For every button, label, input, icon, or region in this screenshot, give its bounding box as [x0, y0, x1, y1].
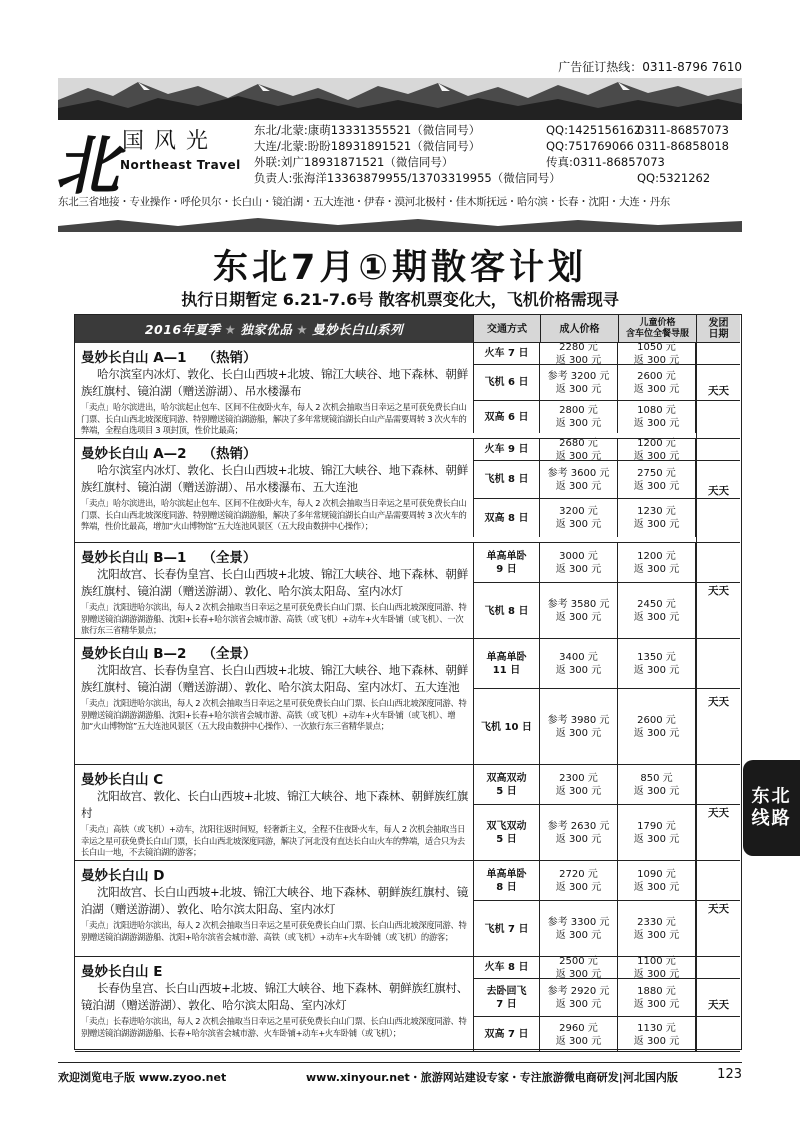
child-price-value: 1200 元	[637, 437, 676, 449]
product-tag: （热销）	[202, 446, 257, 462]
contact-row	[254, 122, 744, 138]
child-rebate: 返 300 元	[633, 383, 680, 395]
product-pricing	[473, 439, 740, 542]
departure-date: 天天	[696, 861, 740, 956]
adult-price	[540, 689, 618, 765]
product-tag: （全景）	[202, 550, 257, 566]
child-price-value: 1790 元	[637, 821, 676, 832]
contact-list	[254, 122, 744, 186]
child-price	[618, 365, 696, 400]
child-price	[618, 439, 696, 460]
transport-type: 火车 7 日	[473, 343, 540, 364]
adult-price-value: 3200 元	[559, 506, 598, 517]
transport-type: 单高单卧 9 日	[473, 543, 540, 582]
adult-price-reference: 参考 2920 元	[547, 985, 610, 997]
adult-price	[540, 543, 618, 582]
banner-divider-image	[58, 216, 742, 232]
child-price-value: 850 元	[640, 772, 673, 784]
product-route: 沈阳故宫、长白山西坡+北坡、锦江大峡谷、地下森林、朝鲜族红旗村、镜泊湖（赠送游湖）、敦化、哈尔滨太阳岛、室内冰灯	[81, 885, 469, 916]
transport-type: 单高单卧 11 日	[473, 639, 540, 688]
product-pricing	[473, 639, 740, 764]
transport-type: 去卧回飞 7 日	[473, 979, 540, 1016]
product-info	[75, 543, 473, 638]
contact-row	[254, 154, 744, 170]
adult-price-value: 2500 元	[559, 955, 598, 967]
child-price	[618, 343, 696, 364]
product-pricing	[473, 543, 740, 638]
section-tab-line1: 东北	[751, 786, 792, 807]
adult-price-value: 2800 元	[559, 405, 598, 416]
product-info	[75, 765, 473, 860]
adult-price-reference: 参考 3600 元	[547, 467, 610, 479]
child-rebate: 返 300 元	[633, 930, 680, 941]
product-selling-point: 「卖点」长春进哈尔滨出，每人 2 次机会抽取当日幸运之星可获免费长白山门票、长白山西北坡深度同游、特别赠送镜泊湖游湖游船、长春+哈尔滨省会城市游、火车卧铺+动车+火车卧铺（或飞机）；	[81, 1016, 467, 1038]
adult-rebate: 返 300 元	[555, 998, 602, 1010]
child-price-value: 1090 元	[637, 868, 676, 880]
adult-rebate: 返 300 元	[555, 930, 602, 941]
adult-price-reference: 参考 2630 元	[547, 821, 610, 832]
child-price-value: 1350 元	[637, 651, 676, 663]
departure-date: 天天	[696, 639, 740, 764]
departure-date: 天天	[696, 343, 740, 438]
child-rebate: 返 300 元	[633, 664, 680, 676]
mountain-banner-image	[58, 78, 742, 120]
transport-type: 单高单卧 8 日	[473, 861, 540, 900]
child-price	[618, 901, 696, 957]
adult-rebate: 返 300 元	[555, 968, 602, 980]
child-price	[618, 461, 696, 498]
product-name: 曼妙长白山 B—2	[81, 646, 187, 662]
child-price-value: 2450 元	[637, 599, 676, 610]
child-rebate: 返 300 元	[633, 1035, 680, 1047]
child-rebate: 返 300 元	[633, 563, 680, 575]
adult-price-value: 2680 元	[559, 437, 598, 449]
child-price-value: 2750 元	[637, 467, 676, 479]
product-title	[81, 642, 469, 662]
adult-price	[540, 639, 618, 688]
child-rebate: 返 300 元	[633, 728, 680, 739]
child-rebate: 返 300 元	[633, 968, 680, 980]
product-selling-point: 「卖点」哈尔滨进出，哈尔滨起止包车、区间不住夜卧火车，每人 2 次机会抽取当日幸运之星可获免费长白山门票、长白山西北坡深度同游、特别赠送镜泊湖游船，解决了多年常规镜泊湖长白山产品需要周转 3 次火车的弊端，全程自选项目 3 项封顶，性价比最高；	[81, 402, 467, 435]
brand-name-cn: 国风光	[122, 129, 219, 154]
product-info	[75, 639, 473, 764]
logo-character: 北	[52, 129, 133, 204]
contact-qq: QQ:1425156162	[546, 123, 642, 137]
adult-price	[540, 1017, 618, 1052]
adult-rebate: 返 300 元	[555, 519, 602, 530]
star-icon: ★	[224, 321, 237, 337]
adult-price	[540, 461, 618, 498]
product-route: 长春伪皇宫、长白山西坡+北坡、锦江大峡谷、地下森林、朝鲜族红旗村、镜泊湖（赠送游湖）、敦化、哈尔滨太阳岛、室内冰灯	[81, 981, 469, 1012]
contact-phone: 0311-86858018	[637, 139, 729, 153]
adult-price	[540, 979, 618, 1016]
contact-phone: 0311-86857073	[637, 123, 729, 137]
product-name: 曼妙长白山 E	[81, 964, 163, 980]
header-transport: 交通方式	[473, 315, 540, 343]
child-price	[618, 765, 696, 804]
table-header	[75, 315, 740, 343]
product-info	[75, 343, 473, 438]
transport-type: 双高 7 日	[473, 1017, 540, 1052]
child-price-value: 1130 元	[637, 1022, 676, 1034]
departure-date: 天天	[696, 957, 740, 1051]
product-route: 沈阳故宫、长春伪皇宫、长白山西坡+北坡、锦江大峡谷、地下森林、朝鲜族红旗村、镜泊湖（赠送游湖）、敦化、哈尔滨太阳岛、室内冰灯	[81, 567, 469, 598]
transport-type: 飞机 8 日	[473, 461, 540, 498]
adult-price	[540, 861, 618, 900]
adult-price-value: 3400 元	[559, 651, 598, 663]
section-tab-northeast	[743, 760, 800, 856]
product-selling-point: 「卖点」沈阳进哈尔滨出，每人 2 次机会抽取当日幸运之星可获免费长白山门票、长白山西北坡深度同游、特别赠送镜泊湖游湖游船、沈阳+长春+哈尔滨省会城市游、高铁（或飞机）+动车+火车卧铺（或飞机）、增加“火山博物馆”五大连池风景区（五大段由数拼中心操作）、一次旅行东三省精华景点；	[81, 698, 467, 731]
contact-person: 东北/北蒙:康萌13331355521（微信同号）	[254, 123, 481, 137]
transport-type: 飞机 8 日	[473, 583, 540, 639]
child-price	[618, 499, 696, 537]
adult-price-reference: 参考 3980 元	[547, 715, 610, 726]
contact-fax: 传真:0311-86857073	[546, 155, 665, 169]
product-selling-point: 「卖点」高铁（或飞机）+动车，沈阳往返时间短，轻奢新主义，全程不住夜卧火车，每人 2 次机会抽取当日幸运之星可获免费长白山门票，长白山西北坡深度同游，解决了河北没有直达长白山火车的弊端，适合只为去长白山一地，不去镜泊湖的游客；	[81, 824, 466, 857]
page-title: 东北7月①期散客计划	[213, 248, 587, 288]
child-rebate: 返 300 元	[633, 418, 680, 429]
product-title	[81, 864, 469, 884]
product-pricing	[473, 765, 740, 860]
product-route: 沈阳故宫、敦化、长白山西坡+北坡、锦江大峡谷、地下森林、朝鲜族红旗村	[81, 789, 469, 820]
adult-price	[540, 957, 618, 978]
footer-website: 欢迎浏览电子版 www.zyoo.net	[58, 1071, 227, 1084]
adult-rebate: 返 300 元	[555, 881, 602, 893]
adult-rebate: 返 300 元	[555, 354, 602, 366]
product-row	[75, 765, 740, 861]
adult-price-value: 3000 元	[559, 550, 598, 562]
product-info	[75, 439, 473, 542]
header-child-price: 儿童价格 含车位全餐导服	[618, 315, 696, 343]
product-tag: （热销）	[202, 350, 257, 366]
child-rebate: 返 300 元	[633, 519, 680, 530]
page-number: 123	[717, 1067, 742, 1082]
product-title	[81, 768, 469, 788]
adult-rebate: 返 300 元	[555, 1035, 602, 1047]
product-tag: （全景）	[202, 646, 257, 662]
child-rebate: 返 300 元	[633, 450, 680, 462]
series-mid: 独家优品	[240, 322, 293, 337]
product-row	[75, 957, 740, 1052]
adult-rebate: 返 300 元	[555, 563, 602, 575]
adult-price	[540, 901, 618, 957]
product-route: 哈尔滨室内冰灯、敦化、长白山西坡+北坡、锦江大峡谷、地下森林、朝鲜族红旗村、镜泊湖（赠送游湖）、吊水楼瀑布	[81, 367, 469, 398]
header-adult-price: 成人价格	[540, 315, 618, 343]
adult-price	[540, 401, 618, 433]
adult-price	[540, 583, 618, 639]
adult-price-value: 2280 元	[559, 341, 598, 353]
adult-price	[540, 439, 618, 460]
header-departure-date: 发团 日期	[696, 315, 740, 343]
child-price	[618, 583, 696, 639]
product-title	[81, 546, 469, 566]
adult-price-reference: 参考 3300 元	[547, 917, 610, 928]
product-row	[75, 439, 740, 543]
contact-phone: QQ:5321262	[637, 171, 711, 185]
departure-date: 天天	[696, 765, 740, 860]
series-name: 曼妙长白山系列	[312, 322, 404, 337]
child-price-value: 2330 元	[637, 917, 676, 928]
adult-price	[540, 365, 618, 400]
series-label	[75, 315, 473, 343]
product-pricing	[473, 343, 740, 438]
contact-person: 大连/北蒙:盼盼18931891521（微信同号）	[254, 139, 481, 153]
product-pricing	[473, 861, 740, 956]
adult-price	[540, 499, 618, 537]
product-route: 沈阳故宫、长春伪皇宫、长白山西坡+北坡、锦江大峡谷、地下森林、朝鲜族红旗村、镜泊湖（赠送游湖）、敦化、哈尔滨太阳岛、室内冰灯、五大连池	[81, 663, 469, 694]
product-row	[75, 543, 740, 639]
destination-tagline: 东北三省地接・专业操作・呼伦贝尔・长白山・镜泊湖・五大连池・伊春・漠河北极村・佳木斯抚远・哈尔滨・长春・沈阳・大连・丹东	[58, 196, 670, 208]
child-rebate: 返 300 元	[633, 881, 680, 893]
contact-row	[254, 170, 744, 186]
contact-row	[254, 138, 744, 154]
contact-person: 负责人:张海洋13363879955/13703319955（微信同号）	[254, 171, 561, 185]
adult-rebate: 返 300 元	[555, 664, 602, 676]
child-rebate: 返 300 元	[633, 612, 680, 623]
child-rebate: 返 300 元	[633, 785, 680, 797]
child-price	[618, 861, 696, 900]
adult-rebate: 返 300 元	[555, 480, 602, 492]
adult-rebate: 返 300 元	[555, 450, 602, 462]
child-rebate: 返 300 元	[633, 480, 680, 492]
adult-price	[540, 765, 618, 804]
product-title	[81, 960, 469, 980]
adult-price	[540, 343, 618, 364]
transport-type: 火车 9 日	[473, 439, 540, 460]
departure-date: 天天	[696, 543, 740, 638]
adult-rebate: 返 300 元	[555, 612, 602, 623]
child-price	[618, 401, 696, 433]
product-row	[75, 861, 740, 957]
child-price-value: 1200 元	[637, 550, 676, 562]
brand-name-en: Northeast Travel	[120, 158, 241, 172]
product-route: 哈尔滨室内冰灯、敦化、长白山西坡+北坡、锦江大峡谷、地下森林、朝鲜族红旗村、镜泊湖（赠送游湖）、吊水楼瀑布、五大连池	[81, 463, 469, 494]
footer-slogan: www.xinyour.net・旅游网站建设专家・专注旅游微电商研发|河北国内版	[306, 1071, 678, 1084]
product-title	[81, 442, 469, 462]
section-tab-line2: 线路	[751, 808, 792, 829]
adult-price-value: 2720 元	[559, 868, 598, 880]
ad-hotline: 广告征订热线：0311-8796 7610	[558, 60, 742, 74]
adult-rebate: 返 300 元	[555, 418, 602, 429]
child-price-value: 1050 元	[637, 341, 676, 353]
child-price-value: 1230 元	[637, 506, 676, 517]
transport-type: 飞机 7 日	[473, 901, 540, 957]
transport-type: 双飞双动 5 日	[473, 805, 540, 861]
transport-type: 飞机 10 日	[473, 689, 540, 765]
product-name: 曼妙长白山 D	[81, 868, 165, 884]
product-pricing	[473, 957, 740, 1051]
child-price	[618, 1017, 696, 1052]
product-row	[75, 343, 740, 439]
child-rebate: 返 300 元	[633, 998, 680, 1010]
table-body	[75, 343, 740, 1052]
adult-price-reference: 参考 3580 元	[547, 599, 610, 610]
adult-price	[540, 805, 618, 861]
child-rebate: 返 300 元	[633, 354, 680, 366]
product-selling-point: 「卖点」沈阳进哈尔滨出，每人 2 次机会抽取当日幸运之星可获免费长白山门票、长白山西北坡深度同游、特别赠送镜泊湖游湖游船、沈阳+长春+哈尔滨省会城市游、高铁（或飞机）+动车+火车卧铺（或飞机）、一次旅行东三省精华景点；	[81, 602, 467, 635]
child-price-value: 1880 元	[637, 985, 676, 997]
contact-qq: QQ:751769066	[546, 139, 634, 153]
product-selling-point: 「卖点」哈尔滨进出，哈尔滨起止包车、区间不住夜卧火车，每人 2 次机会抽取当日幸运之星可获免费长白山门票、长白山西北坡深度同游、特别赠送镜泊湖游船，解决了多年常规镜泊湖长白山产品需要周转 3 次火车的弊端，性价比最高，增加“火山博物馆”五大连池风景区（五大段由数拼中心操作）；	[81, 498, 467, 531]
product-row	[75, 639, 740, 765]
transport-type: 双高 6 日	[473, 401, 540, 433]
product-info	[75, 957, 473, 1051]
series-season: 2016年夏季	[144, 322, 221, 337]
adult-price-reference: 参考 3200 元	[547, 370, 610, 382]
star-icon: ★	[296, 321, 309, 337]
product-name: 曼妙长白山 A—2	[81, 446, 187, 462]
product-name: 曼妙长白山 C	[81, 772, 164, 788]
child-price	[618, 805, 696, 861]
transport-type: 双高 8 日	[473, 499, 540, 537]
adult-rebate: 返 300 元	[555, 834, 602, 845]
page-footer	[58, 1062, 742, 1086]
product-name: 曼妙长白山 A—1	[81, 350, 187, 366]
departure-date: 天天	[696, 439, 740, 542]
child-rebate: 返 300 元	[633, 834, 680, 845]
adult-price-value: 2960 元	[559, 1022, 598, 1034]
contact-person: 外联:刘广18931871521（微信同号）	[254, 155, 454, 169]
child-price	[618, 957, 696, 978]
child-price	[618, 639, 696, 688]
transport-type: 双高双动 5 日	[473, 765, 540, 804]
product-name: 曼妙长白山 B—1	[81, 550, 187, 566]
adult-price-value: 2300 元	[559, 772, 598, 784]
child-price	[618, 979, 696, 1016]
adult-rebate: 返 300 元	[555, 785, 602, 797]
product-title	[81, 346, 469, 366]
adult-rebate: 返 300 元	[555, 383, 602, 395]
transport-type: 飞机 6 日	[473, 365, 540, 400]
product-info	[75, 861, 473, 956]
child-price-value: 2600 元	[637, 370, 676, 382]
product-selling-point: 「卖点」沈阳进哈尔滨出，每人 2 次机会抽取当日幸运之星可获免费长白山门票、长白山西北坡深度同游、特别赠送镜泊湖游湖游船、沈阳+哈尔滨省会城市游、高铁（或飞机）+动车+火车卧铺（或飞机）的游客；	[81, 920, 467, 942]
child-price	[618, 689, 696, 765]
child-price	[618, 543, 696, 582]
transport-type: 火车 8 日	[473, 957, 540, 978]
adult-rebate: 返 300 元	[555, 728, 602, 739]
page-subtitle: 执行日期暂定 6.21-7.6号 散客机票变化大，飞机价格需现寻	[181, 290, 619, 309]
child-price-value: 1080 元	[637, 405, 676, 416]
tour-price-table	[74, 314, 742, 1050]
child-price-value: 1100 元	[637, 955, 676, 967]
header-banner	[52, 78, 742, 234]
child-price-value: 2600 元	[637, 715, 676, 726]
